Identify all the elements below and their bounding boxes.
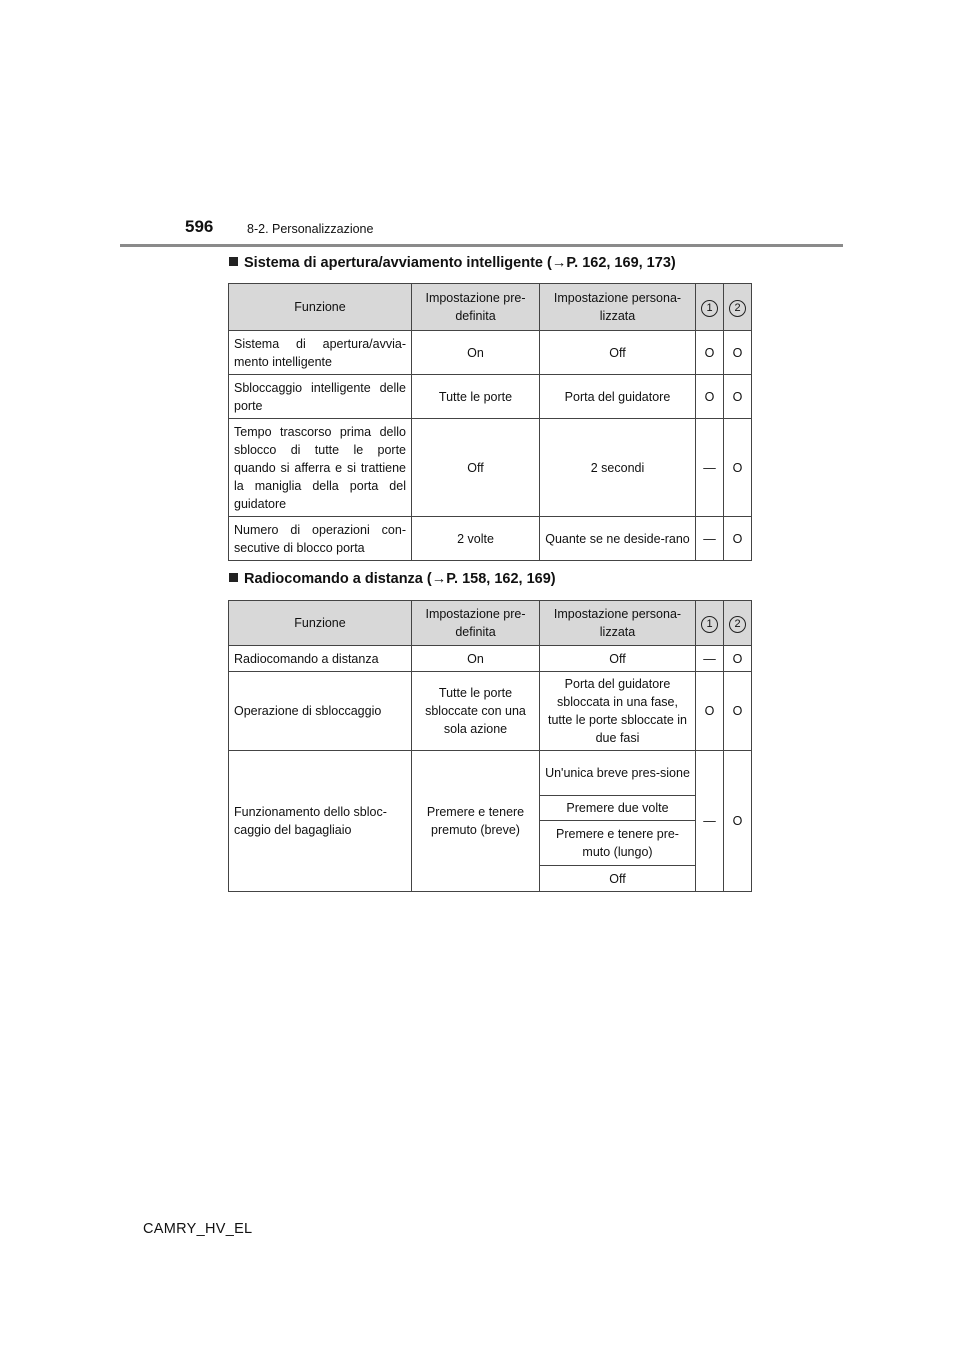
cell-c2: O — [724, 331, 752, 375]
cell-default: On — [412, 646, 540, 672]
footer-code: CAMRY_HV_EL — [143, 1221, 253, 1237]
col-header-1 — [696, 601, 724, 646]
cell-default: Tutte le porte sbloccate con una sola azione — [412, 672, 540, 751]
col-header-custom: Impostazione persona-lizzata — [540, 284, 696, 331]
cell-c1: — — [696, 646, 724, 672]
cell-default: On — [412, 331, 540, 375]
cell-custom-option: Premere due volte — [540, 796, 696, 821]
table-row — [229, 672, 752, 751]
cell-function: Numero di operazioni con-secutive di blocco porta — [229, 517, 412, 561]
cell-function: Tempo trascorso prima dello sblocco di tutte le porte quando si afferra e si trattiene la maniglia della porta del guidatore — [229, 419, 412, 517]
arrow-icon: → — [551, 255, 567, 271]
heading-remote-control: Radiocomando a distanza (→P. 158, 162, 169) — [229, 571, 556, 587]
table-header-row — [229, 601, 752, 646]
cell-custom: Quante se ne deside-rano — [540, 517, 696, 561]
col-header-2 — [724, 284, 752, 331]
circled-2-icon: 2 — [729, 616, 746, 633]
col-header-funzione: Funzione — [229, 601, 412, 646]
cell-custom: Porta del guidatore sbloccata in una fase, tutte le porte sbloccate in due fasi — [540, 672, 696, 751]
cell-default: Premere e tenere premuto (breve) — [412, 751, 540, 892]
table-row — [229, 517, 752, 561]
page-number: 596 — [185, 217, 214, 236]
col-header-default: Impostazione pre-definita — [412, 284, 540, 331]
col-header-1 — [696, 284, 724, 331]
table-row — [229, 751, 752, 796]
cell-c1: — — [696, 517, 724, 561]
cell-custom-option: Premere e tenere pre-muto (lungo) — [540, 821, 696, 866]
section-title: 8-2. Personalizzazione — [247, 222, 374, 236]
table-smart-entry — [228, 283, 752, 561]
square-bullet-icon — [229, 573, 238, 582]
table-remote-control — [228, 600, 752, 892]
cell-c2: O — [724, 419, 752, 517]
cell-function: Sbloccaggio intelligente delle porte — [229, 375, 412, 419]
col-header-default: Impostazione pre-definita — [412, 601, 540, 646]
cell-c1: — — [696, 419, 724, 517]
cell-c2: O — [724, 646, 752, 672]
cell-default: Tutte le porte — [412, 375, 540, 419]
circled-1-icon: 1 — [701, 300, 718, 317]
table-row — [229, 331, 752, 375]
cell-custom: Off — [540, 331, 696, 375]
cell-c1: O — [696, 672, 724, 751]
cell-function: Sistema di apertura/avvia-mento intelligente — [229, 331, 412, 375]
table-row — [229, 375, 752, 419]
col-header-funzione: Funzione — [229, 284, 412, 331]
cell-c2: O — [724, 517, 752, 561]
cell-function: Operazione di sbloccaggio — [229, 672, 412, 751]
cell-function: Radiocomando a distanza — [229, 646, 412, 672]
table-header-row — [229, 284, 752, 331]
circled-2-icon: 2 — [729, 300, 746, 317]
cell-function: Funzionamento dello sbloc-caggio del bagagliaio — [229, 751, 412, 892]
cell-custom: Porta del guidatore — [540, 375, 696, 419]
cell-c1: O — [696, 375, 724, 419]
cell-custom: Off — [540, 646, 696, 672]
table-row — [229, 646, 752, 672]
cell-c2: O — [724, 751, 752, 892]
cell-default: Off — [412, 419, 540, 517]
cell-c1: — — [696, 751, 724, 892]
circled-1-icon: 1 — [701, 616, 718, 633]
cell-c2: O — [724, 672, 752, 751]
col-header-custom: Impostazione persona-lizzata — [540, 601, 696, 646]
cell-custom-option: Un'unica breve pres-sione — [540, 751, 696, 796]
table-row — [229, 419, 752, 517]
cell-c1: O — [696, 331, 724, 375]
square-bullet-icon — [229, 257, 238, 266]
col-header-2 — [724, 601, 752, 646]
cell-default: 2 volte — [412, 517, 540, 561]
heading-smart-entry: Sistema di apertura/avviamento intelligente (→P. 162, 169, 173) — [229, 255, 676, 271]
arrow-icon: → — [431, 571, 447, 587]
header-rule — [120, 244, 843, 247]
cell-custom-option: Off — [540, 866, 696, 892]
cell-c2: O — [724, 375, 752, 419]
cell-custom: 2 secondi — [540, 419, 696, 517]
